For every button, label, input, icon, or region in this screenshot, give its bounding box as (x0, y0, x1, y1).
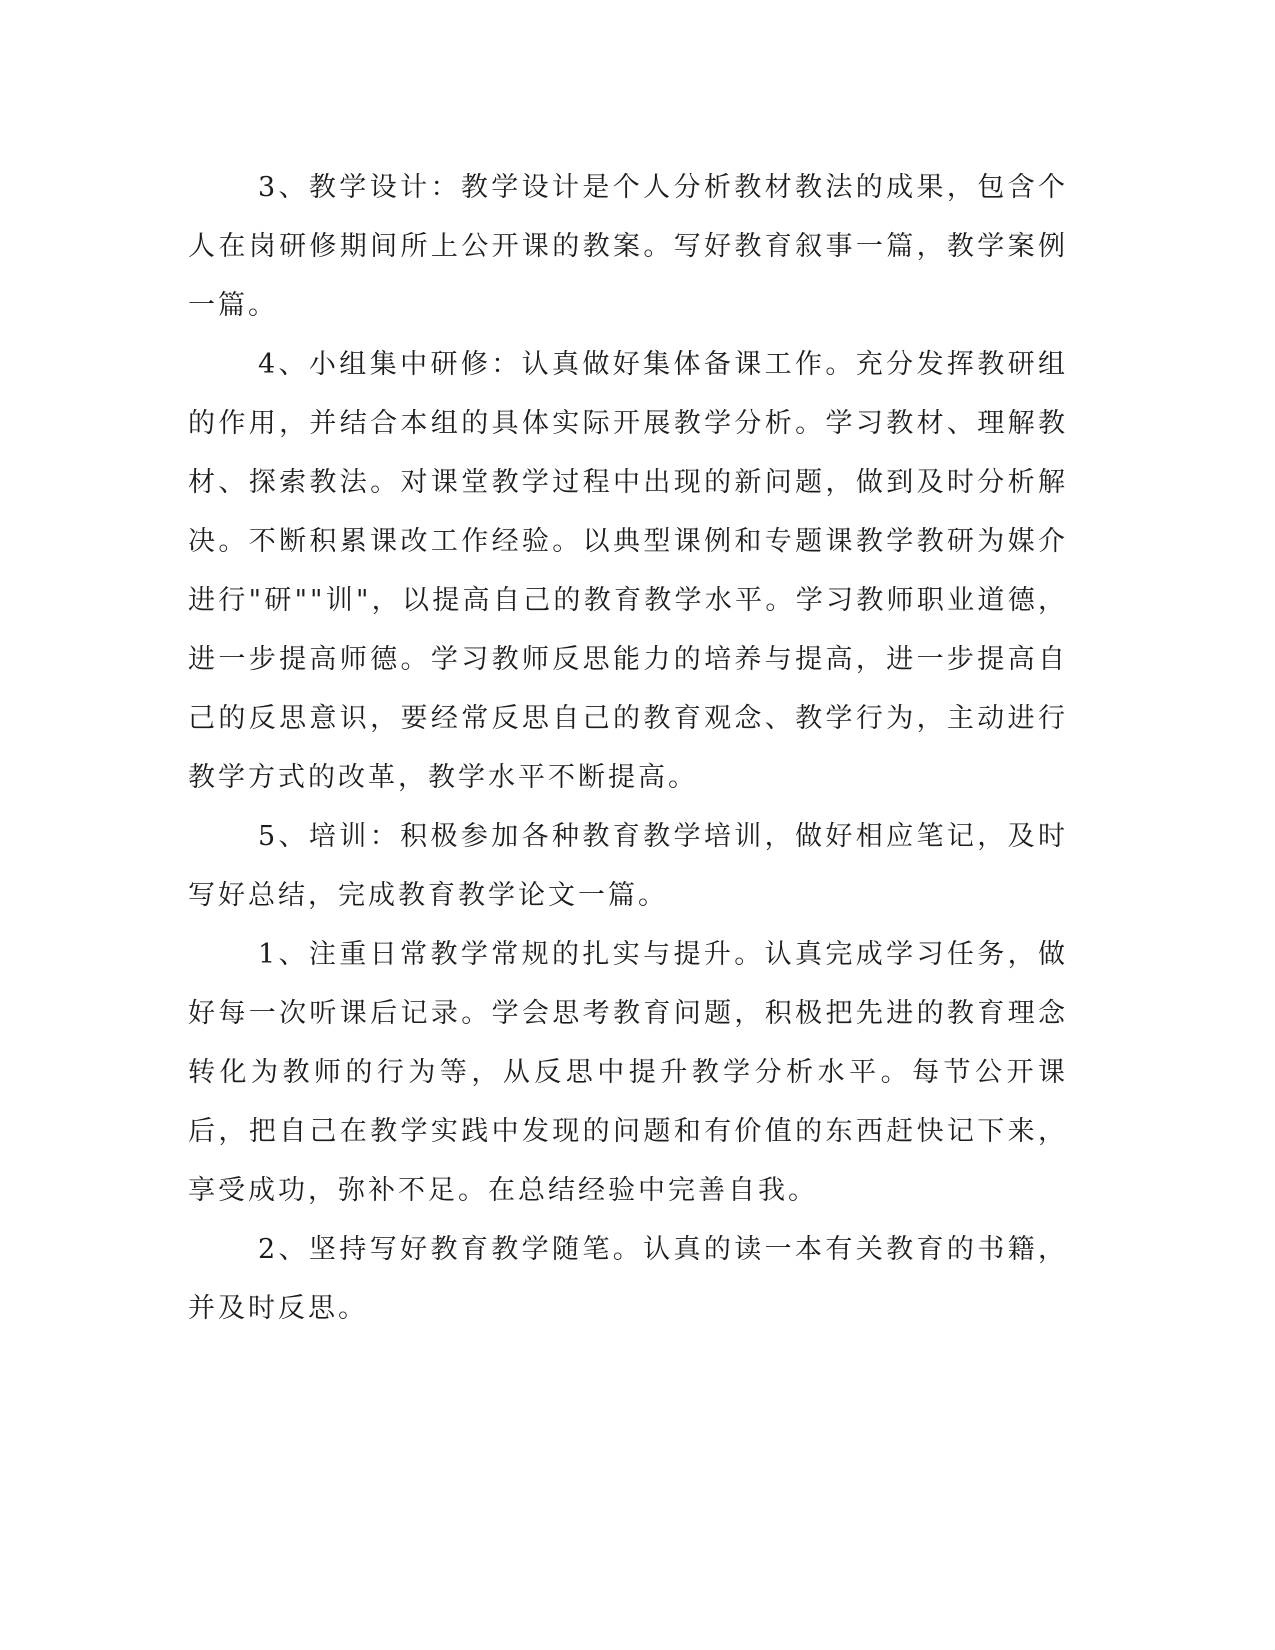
paragraph-daily-routine: 1、注重日常教学常规的扎实与提升。认真完成学习任务，做好每一次听课后记录。学会思考教育问题，积极把先进的教育理念转化为教师的行为等，从反思中提升教学分析水平。每节公开课后，把自己在教学实践中发现的问题和有价值的东西赶快记下来，享受成功，弥补不足。在总结经验中完善自我。 (188, 939, 1068, 1206)
paragraph-training: 5、培训：积极参加各种教育教学培训，做好相应笔记，及时写好总结，完成教育教学论文一篇。 (188, 821, 1068, 911)
document-body (188, 158, 1068, 1338)
paragraph-teaching-design: 3、教学设计：教学设计是个人分析教材教法的成果，包含个人在岗研修期间所上公开课的教案。写好教育叙事一篇，教学案例一篇。 (188, 172, 1068, 321)
paragraph-teaching-essays: 2、坚持写好教育教学随笔。认真的读一本有关教育的书籍，并及时反思。 (188, 1234, 1068, 1324)
paragraph-group-study: 4、小组集中研修：认真做好集体备课工作。充分发挥教研组的作用，并结合本组的具体实际开展教学分析。学习教材、理解教材、探索教法。对课堂教学过程中出现的新问题，做到及时分析解决。不断积累课改工作经验。以典型课例和专题课教学教研为媒介进行"研""训"，以提高自己的教育教学水平。学习教师职业道德，进一步提高师德。学习教师反思能力的培养与提高，进一步提高自己的反思意识，要经常反思自己的教育观念、教学行为，主动进行教学方式的改革，教学水平不断提高。 (188, 349, 1068, 793)
